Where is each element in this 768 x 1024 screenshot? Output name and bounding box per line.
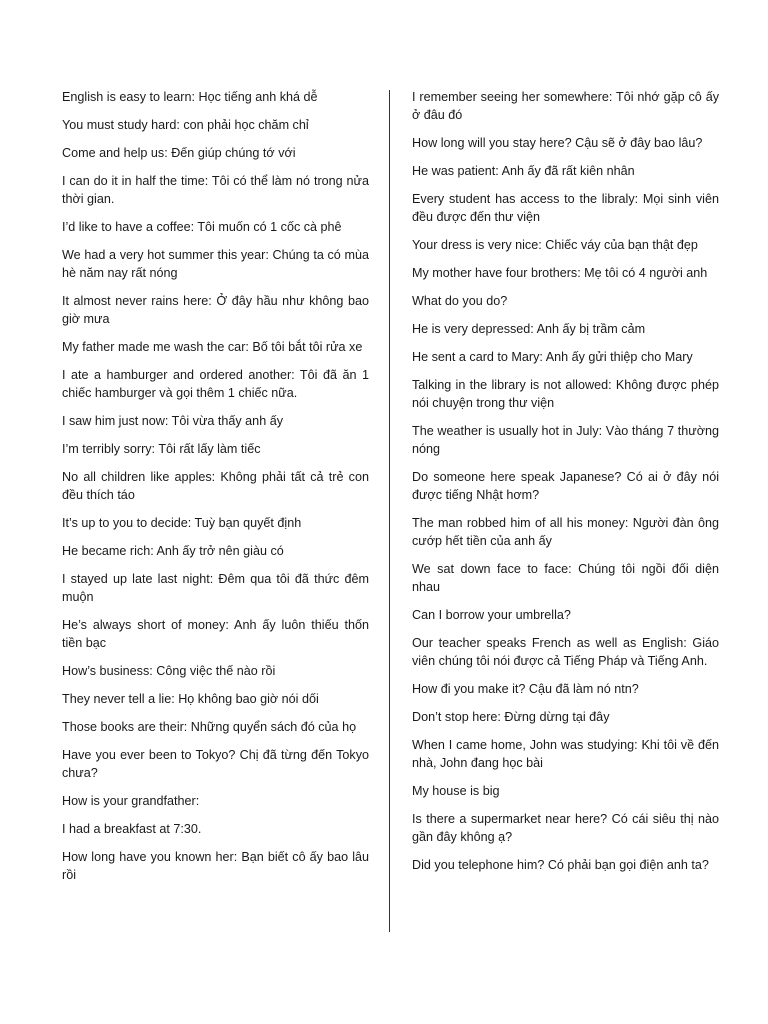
- phrase-entry: Those books are their: Những quyển sách đó của họ: [62, 720, 357, 734]
- phrase-entry: How’s business: Công việc thế nào rồi: [62, 664, 276, 678]
- left-column: [62, 88, 369, 894]
- phrase-entry: Our teacher speaks French as well as English: Giáo viên chúng tôi nói được cả Tiếng Pháp và Tiếng Anh.: [412, 636, 719, 668]
- phrase-entry: I ate a hamburger and ordered another: Tôi đã ăn 1 chiếc hamburger và gọi thêm 1 chiếc nữa.: [62, 368, 369, 400]
- phrase-entry: Have you ever been to Tokyo? Chị đã từng đến Tokyo chưa?: [62, 748, 369, 780]
- phrase-entry: Can I borrow your umbrella?: [412, 608, 571, 622]
- phrase-entry: Talking in the library is not allowed: Không được phép nói chuyện trong thư viện: [412, 378, 719, 410]
- phrase-entry: What do you do?: [412, 294, 508, 308]
- phrase-entry: No all children like apples: Không phải tất cả trẻ con đều thích táo: [62, 470, 369, 502]
- phrase-entry: My mother have four brothers: Mẹ tôi có 4 người anh: [412, 266, 708, 280]
- phrase-entry: He’s always short of money: Anh ấy luôn thiếu thốn tiền bạc: [62, 618, 369, 650]
- phrase-entry: My father made me wash the car: Bố tôi bắt tôi rửa xe: [62, 340, 363, 354]
- phrase-entry: How long will you stay here? Cậu sẽ ở đây bao lâu?: [412, 136, 703, 150]
- phrase-entry: He sent a card to Mary: Anh ấy gửi thiệp cho Mary: [412, 350, 693, 364]
- phrase-entry: The weather is usually hot in July: Vào tháng 7 thường nóng: [412, 424, 719, 456]
- phrase-entry: Every student has access to the libraly: Mọi sinh viên đều được đến thư viện: [412, 192, 719, 224]
- phrase-entry: My house is big: [412, 784, 500, 798]
- phrase-entry: The man robbed him of all his money: Người đàn ông cướp hết tiền của anh ấy: [412, 516, 719, 548]
- phrase-entry: I stayed up late last night: Đêm qua tôi đã thức đêm muộn: [62, 572, 369, 604]
- phrase-entry: I’m terribly sorry: Tôi rất lấy làm tiếc: [62, 442, 261, 456]
- phrase-entry: How long have you known her: Bạn biết cô ấy bao lâu rồi: [62, 850, 369, 882]
- phrase-entry: Don’t stop here: Đừng dừng tại đây: [412, 710, 610, 724]
- phrase-entry: It’s up to you to decide: Tuỳ bạn quyết định: [62, 516, 302, 530]
- phrase-entry: Come and help us: Đến giúp chúng tớ với: [62, 146, 296, 160]
- phrase-entry: He became rich: Anh ấy trở nên giàu có: [62, 544, 284, 558]
- right-column: [412, 88, 719, 884]
- phrase-entry: Is there a supermarket near here? Có cái siêu thị nào gần đây không ạ?: [412, 812, 719, 844]
- phrase-entry: It almost never rains here: Ở đây hầu như không bao giờ mưa: [62, 294, 369, 326]
- phrase-entry: We sat down face to face: Chúng tôi ngồi đối diện nhau: [412, 562, 719, 594]
- phrase-entry: I had a breakfast at 7:30.: [62, 822, 202, 836]
- phrase-entry: How đi you make it? Cậu đã làm nó ntn?: [412, 682, 639, 696]
- phrase-entry: Your dress is very nice: Chiếc váy của bạn thật đẹp: [412, 238, 698, 252]
- phrase-entry: I can do it in half the time: Tôi có thể làm nó trong nửa thời gian.: [62, 174, 369, 206]
- phrase-entry: I’d like to have a coffee: Tôi muốn có 1 cốc cà phê: [62, 220, 342, 234]
- phrase-entry: Did you telephone him? Có phải bạn gọi điện anh ta?: [412, 858, 709, 872]
- phrase-entry: We had a very hot summer this year: Chúng ta có mùa hè năm nay rất nóng: [62, 248, 369, 280]
- phrase-entry: I saw him just now: Tôi vừa thấy anh ấy: [62, 414, 283, 428]
- phrase-entry: They never tell a lie: Họ không bao giờ nói dối: [62, 692, 319, 706]
- phrase-entry: Do someone here speak Japanese? Có ai ở đây nói được tiếng Nhật hơm?: [412, 470, 719, 502]
- phrase-entry: When I came home, John was studying: Khi tôi về đến nhà, John đang học bài: [412, 738, 719, 770]
- phrase-entry: I remember seeing her somewhere: Tôi nhớ gặp cô ấy ở đâu đó: [412, 90, 719, 122]
- phrase-entry: English is easy to learn: Học tiếng anh khá dễ: [62, 90, 318, 104]
- column-divider: [389, 90, 390, 932]
- phrase-entry: He is very depressed: Anh ấy bị trầm cảm: [412, 322, 646, 336]
- phrase-entry: How is your grandfather:: [62, 794, 200, 808]
- phrase-entry: He was patient: Anh ấy đã rất kiên nhân: [412, 164, 635, 178]
- phrase-entry: You must study hard: con phải học chăm chỉ: [62, 118, 309, 132]
